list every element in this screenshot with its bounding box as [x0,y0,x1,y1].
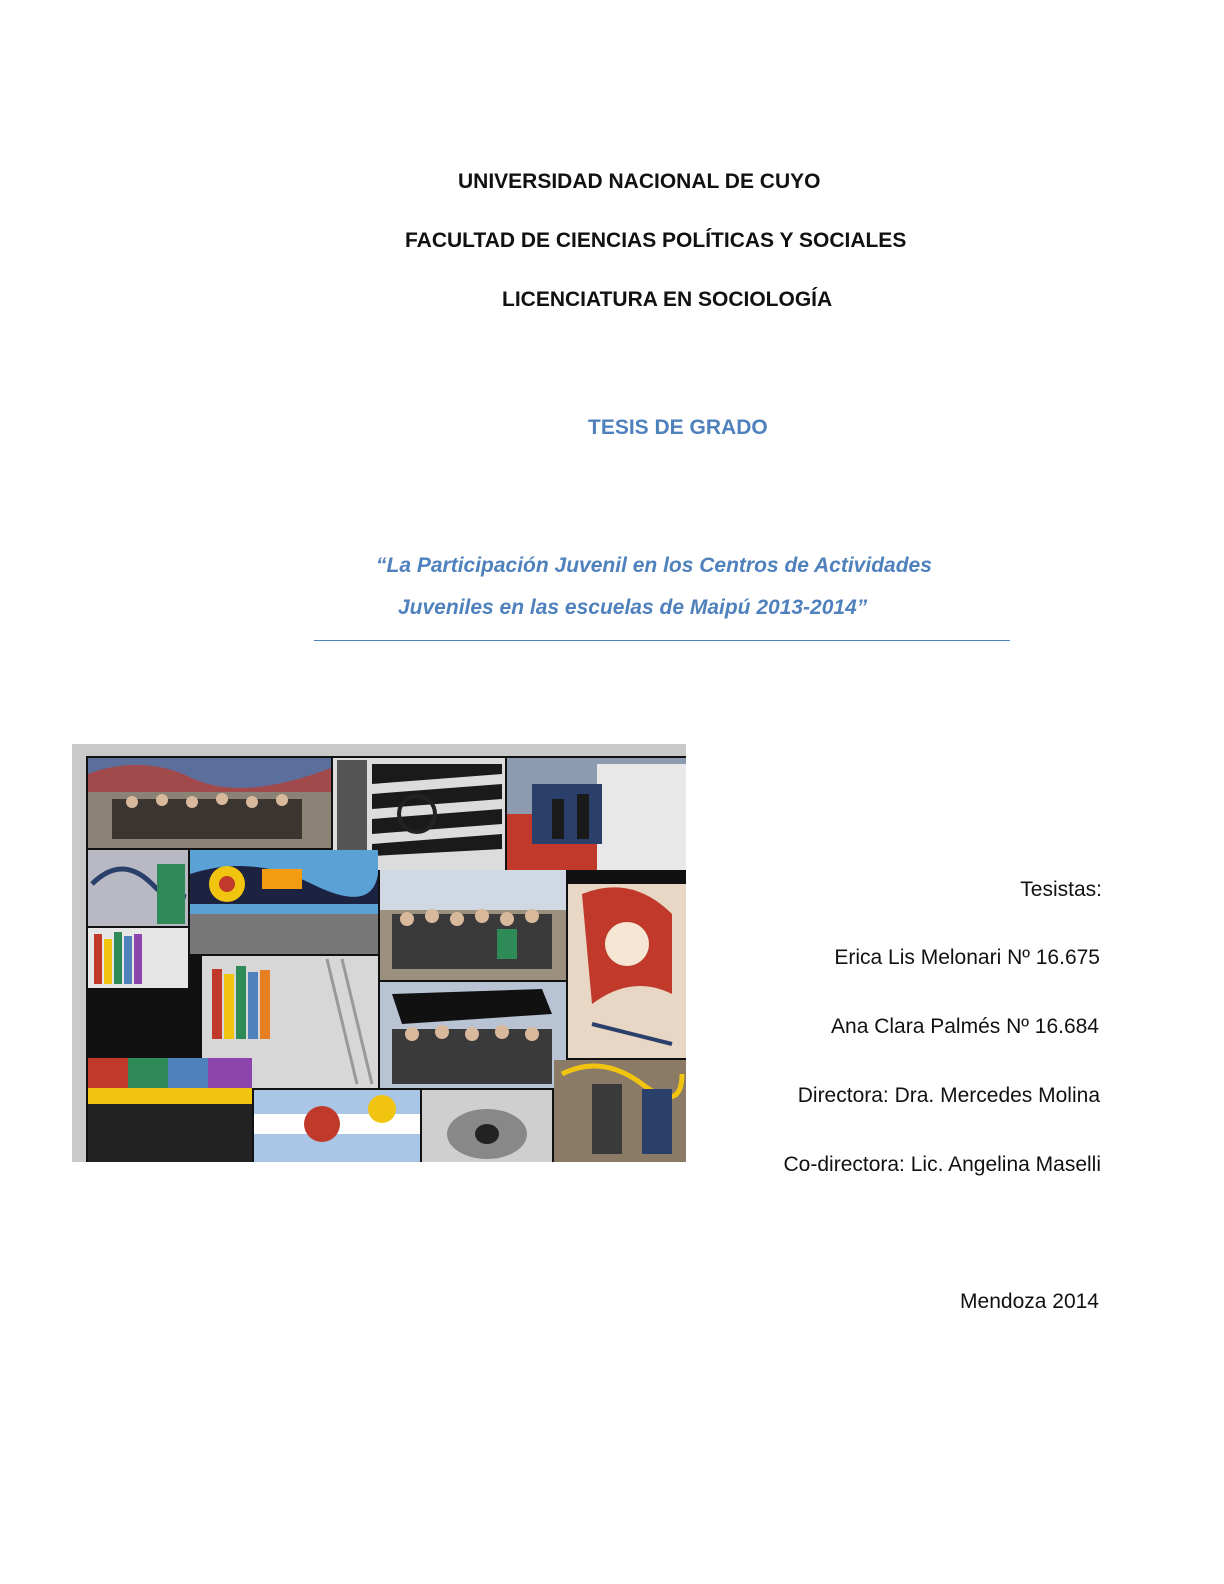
faculty-name: FACULTAD DE CIENCIAS POLÍTICAS Y SOCIALES [405,229,907,252]
author-1: Erica Lis Melonari Nº 16.675 [834,946,1100,969]
title-divider [314,640,1010,641]
photo-collage [72,744,686,1162]
tesistas-label: Tesistas: [1020,878,1102,901]
place-date: Mendoza 2014 [960,1290,1099,1313]
university-name: UNIVERSIDAD NACIONAL DE CUYO [458,170,821,193]
thesis-title-line-2: Juveniles en las escuelas de Maipú 2013-2014” [398,596,868,619]
program-name: LICENCIATURA EN SOCIOLOGÍA [502,288,833,311]
photo-group-mural [88,758,331,848]
thesis-title-line-1: “La Participación Juvenil en los Centros de Actividades [376,554,932,577]
director: Directora: Dra. Mercedes Molina [797,1084,1100,1107]
photo-collage-icon [72,744,686,1162]
co-director: Co-directora: Lic. Angelina Maselli [783,1153,1101,1176]
author-2: Ana Clara Palmés Nº 16.684 [831,1015,1099,1038]
document-type: TESIS DE GRADO [588,416,768,439]
